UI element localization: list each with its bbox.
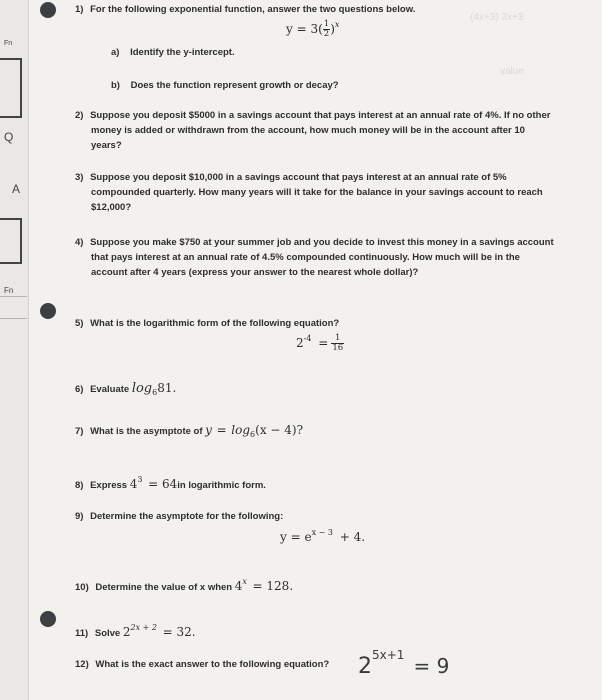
question-6: 6) Evaluate $\log_681$. (75, 381, 177, 397)
question-number: 9) (75, 511, 84, 522)
equation-q1 (286, 20, 339, 39)
question-number: 3) (75, 172, 84, 183)
edge-box (0, 58, 22, 118)
binder-hole (40, 2, 56, 18)
question-number: 4) (75, 237, 84, 248)
question-3: 3) Suppose you deposit $10,000 in a savings account that pays interest at an annual rate of 5% compounded quarterly. How many years will it take for the balance in your savings account to reach $12,000? (75, 172, 543, 213)
question-number: 11) (75, 628, 89, 639)
question-5: 5) What is the logarithmic form of the following equation? (75, 318, 340, 329)
question-7: 7) What is the asymptote of $y = \log_6(x - 4)$? (75, 423, 304, 439)
edge-line (0, 296, 27, 297)
bleed-through: (4x+3) 3x+3 (470, 12, 524, 23)
question-9: 9) Determine the asymptote for the following: (75, 511, 284, 522)
question-1b: b) Does the function represent growth or decay? (111, 80, 339, 91)
question-number: 8) (75, 480, 84, 491)
question-number: 6) (75, 384, 84, 395)
binder-edge (0, 0, 29, 700)
question-4: 4) Suppose you make $750 at your summer job and you decide to invest this money in a savings account that pays interest at an annual rate of 4.5% compounded continuously. How much will be in the account after 4 years (express your answer to the nearest whole dollar)? (75, 237, 554, 278)
fraction: $\frac{1}{2}$ (323, 19, 330, 39)
handwritten-equation: $2^{5x+1} = 9$ (358, 648, 450, 679)
question-number: 12) (75, 659, 89, 670)
question-1a: a) Identify the y-intercept. (111, 47, 235, 58)
question-number: 2) (75, 110, 84, 121)
edge-label: Q (4, 130, 14, 144)
equation-q9: $y = e^{x - 3} + 4$. (280, 528, 366, 544)
eq-lhs: y = 3( (286, 22, 323, 36)
question-number: 1) (75, 4, 84, 15)
question-2: 2) Suppose you deposit $5000 in a savings account that pays interest at an annual rate of 4%. If no other money is added or withdrawn from the account, how much money will be in the account after 10 years? (75, 110, 551, 151)
binder-hole (40, 611, 56, 627)
edge-box (0, 218, 22, 264)
question-number: 5) (75, 318, 84, 329)
edge-line (0, 318, 27, 319)
edge-label: Fn (4, 286, 14, 295)
binder-hole (40, 303, 56, 319)
equation-q5: $2^{-4}$ = $\frac{1}{16}$ (296, 333, 344, 353)
eq-rhs: ) (330, 22, 335, 36)
edge-label: Fn (4, 40, 13, 47)
question-8: 8) Express $4^3 = 64in$ logarithmic form. (75, 475, 266, 491)
question-12: 12) What is the exact answer to the following equation? (75, 659, 330, 670)
question-number: 7) (75, 426, 84, 437)
question-11: 11) Solve $2^{2x + 2} = 32$. (75, 623, 196, 639)
question-1 (75, 2, 415, 17)
question-number: 10) (75, 582, 89, 593)
fraction: $\frac{1}{16}$ (332, 333, 344, 353)
exponent: x (334, 20, 340, 29)
edge-label: A (12, 182, 21, 196)
bleed-through: value (500, 66, 524, 77)
question-text: For the following exponential function, answer the two questions below. (90, 4, 416, 15)
question-10: 10) Determine the value of x when 4$^x$ = 128. (75, 577, 294, 593)
